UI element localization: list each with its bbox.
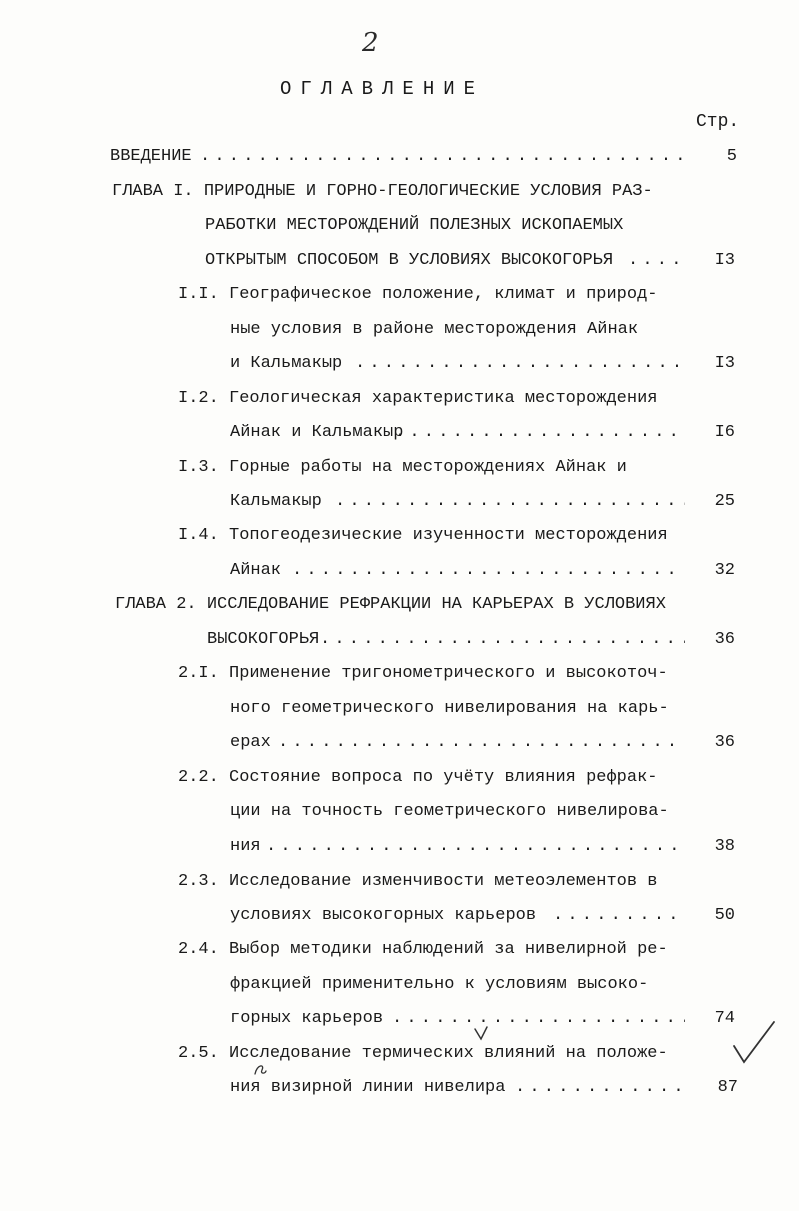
toc-entry-2-5-line2: ния визирной линии нивелира <box>230 1078 506 1097</box>
dot-leader <box>292 556 685 586</box>
toc-page-number: I3 <box>714 251 735 270</box>
handwritten-page-number: 2 <box>362 28 379 58</box>
toc-page-number: 32 <box>714 561 735 580</box>
toc-entry-2-3-line2: условиях высокогорных карьеров <box>230 906 537 925</box>
toc-entry-intro-line: ВВЕДЕНИЕ <box>110 147 192 166</box>
toc-entry-1-2-line1: I.2. Геологическая характеристика месторождения <box>178 389 658 408</box>
toc-entry-2-2-line3: ния <box>230 837 261 856</box>
pencil-correction-mark <box>472 1025 490 1045</box>
dot-leader <box>320 625 685 655</box>
toc-entry-2-1-line1: 2.I. Применение тригонометрического и высокоточ- <box>178 664 668 683</box>
toc-entry-chapter1-line1: ГЛАВА I. ПРИРОДНЫЕ И ГОРНО-ГЕОЛОГИЧЕСКИЕ УСЛОВИЯ РАЗ- <box>112 182 653 201</box>
dot-leader <box>278 728 685 758</box>
dot-leader <box>335 487 685 517</box>
dot-leader <box>395 418 685 448</box>
toc-page-number: 5 <box>726 147 737 166</box>
toc-entry-2-1-line3: ерах <box>230 733 271 752</box>
toc-entry-2-2-line1: 2.2. Состояние вопроса по учёту влияния рефрак- <box>178 768 658 787</box>
dot-leader <box>266 832 685 862</box>
toc-title: ОГЛАВЛЕНИЕ <box>280 78 485 100</box>
pencil-checkmark <box>730 1018 780 1066</box>
toc-page-number: 25 <box>714 492 735 511</box>
toc-page-number: 50 <box>714 906 735 925</box>
toc-page-number: 36 <box>714 733 735 752</box>
toc-entry-2-4-line1: 2.4. Выбор методики наблюдений за нивелирной ре- <box>178 940 668 959</box>
toc-page-number: 36 <box>714 630 735 649</box>
toc-entry-2-2-line2: ции на точность геометрического нивелирова- <box>230 802 669 821</box>
toc-entry-1-2-line2: Айнак и Кальмакыр <box>230 423 404 442</box>
toc-entry-2-5-line1: 2.5. Исследование термических влияний на положе- <box>178 1044 668 1063</box>
dot-leader <box>355 349 685 379</box>
dot-leader <box>515 1073 685 1103</box>
toc-entry-chapter2-line1: ГЛАВА 2. ИССЛЕДОВАНИЕ РЕФРАКЦИИ НА КАРЬЕРАХ В УСЛОВИЯХ <box>115 595 666 614</box>
toc-entry-1-3-line1: I.3. Горные работы на месторождениях Айнак и <box>178 458 627 477</box>
page-column-label: Стр. <box>696 112 740 132</box>
toc-page-number: 87 <box>717 1078 738 1097</box>
toc-page-number: I6 <box>714 423 735 442</box>
toc-entry-2-4-line2: фракцией применительно к условиям высоко- <box>230 975 649 994</box>
toc-entry-1-3-line2: Кальмакыр <box>230 492 322 511</box>
toc-entry-2-4-line3: горных карьеров <box>230 1009 384 1028</box>
toc-entry-1-4-line1: I.4. Топогеодезические изученности месторождения <box>178 526 668 545</box>
toc-entry-chapter1-line3: ОТКРЫТЫМ СПОСОБОМ В УСЛОВИЯХ ВЫСОКОГОРЬЯ <box>205 251 614 270</box>
toc-page-number: 74 <box>714 1009 735 1028</box>
dot-leader <box>392 1004 685 1034</box>
toc-entry-1-1-line3: и Кальмакыр <box>230 354 343 373</box>
toc-page-number: 38 <box>714 837 735 856</box>
toc-entry-1-4-line2: Айнак <box>230 561 282 580</box>
toc-entry-2-1-line2: ного геометрического нивелирования на карь- <box>230 699 669 718</box>
toc-entry-1-1-line1: I.I. Географическое положение, климат и природ- <box>178 285 658 304</box>
toc-entry-chapter2-line2: ВЫСОКОГОРЬЯ <box>207 630 320 649</box>
dot-leader <box>200 142 688 172</box>
toc-page-number: I3 <box>714 354 735 373</box>
pencil-correction-mark <box>252 1062 268 1078</box>
toc-entry-1-1-line2: ные условия в районе месторождения Айнак <box>230 320 639 339</box>
toc-entry-chapter1-line2: РАБОТКИ МЕСТОРОЖДЕНИЙ ПОЛЕЗНЫХ ИСКОПАЕМЫХ <box>205 216 624 235</box>
dot-leader <box>553 901 685 931</box>
toc-entry-2-3-line1: 2.3. Исследование изменчивости метеоэлементов в <box>178 872 658 891</box>
